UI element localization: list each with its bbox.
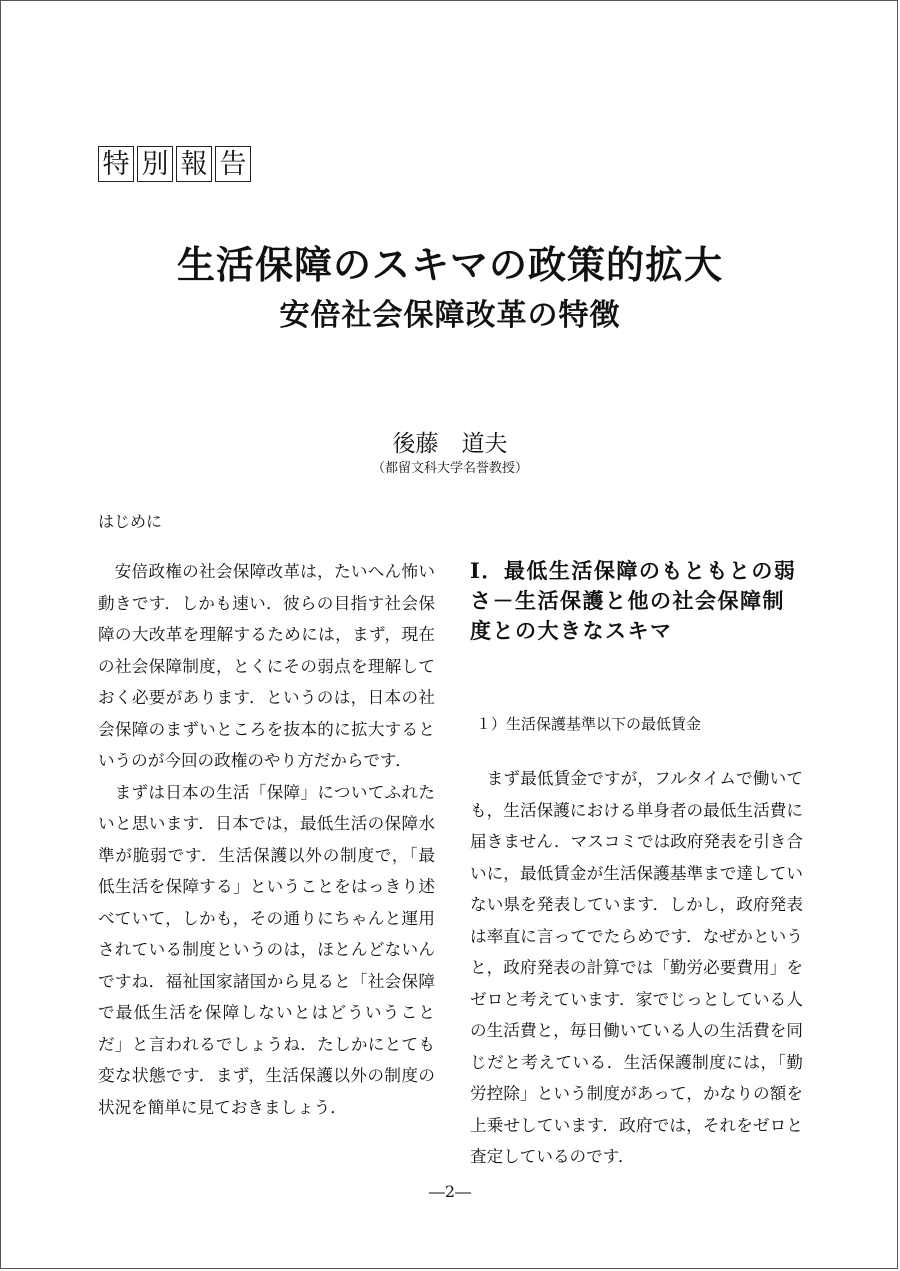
page-number: ―2― <box>428 1182 472 1201</box>
body-paragraph: まず最低賃金ですが，フルタイムで働いても，生活保護における単身者の最低生活費に届きません．マスコミでは政府発表を引き合いに，最低賃金が生活保護基準まで達していない県を発表しています．しかし，政府発表は率直に言ってでたらめです．なぜかというと，政府発表の計算では「勤労必要費用」をゼロと考えています．家でじっとしている人の生活費と，毎日働いている人の生活費を同じだと考えている．生活保護制度には，「勤労控除」という制度があって，かなりの額を上乗せしています．政府では，それをゼロと査定しているのです． <box>470 769 803 1166</box>
tag-char: 特 <box>98 146 134 182</box>
intro-heading: はじめに <box>98 512 163 531</box>
author-name: 後藤 道夫 <box>392 431 508 457</box>
tag-char: 告 <box>215 146 251 182</box>
article-title: 生活保障のスキマの政策的拡大 <box>176 242 723 287</box>
right-column <box>470 556 803 1173</box>
tag-char: 報 <box>176 146 212 182</box>
subsection-heading: １）生活保護基準以下の最低賃金 <box>476 715 702 733</box>
article-subtitle: 安倍社会保障改革の特徴 <box>279 298 621 333</box>
tag-char: 別 <box>137 146 173 182</box>
section-heading: Ⅰ．最低生活保障のもともとの弱さ－生活保護と他の社会保障制度との大きなスキマ <box>470 558 797 643</box>
body-paragraph: 安倍政権の社会保障改革は，たいへん怖い動きです．しかも速い．彼らの目指す社会保障の大改革を理解するためには，まず，現在の社会保障制度，とくにその弱点を理解しておく必要があります．というのは，日本の社会保障のまずいところを抜本的に拡大するというのが今回の政権のやり方だからです． <box>98 562 435 770</box>
body-paragraph: まずは日本の生活「保障」についてふれたいと思います．日本では，最低生活の保障水準が脆弱です．生活保護以外の制度で，「最低生活を保障する」ということをはっきり述べていて，しかも，その通りにちゃんと運用されている制度というのは，ほとんどないんですね．福祉国家諸国から見ると「社会保障で最低生活を保障しないとはどういうことだ」と言われるでしょうね．たしかにとても変な状態です．まず，生活保護以外の制度の状況を簡単に見ておきましょう． <box>98 782 435 1117</box>
author-affiliation: （都留文科大学名誉教授） <box>371 461 528 476</box>
left-column <box>98 512 435 1123</box>
special-report-tag <box>98 146 251 182</box>
